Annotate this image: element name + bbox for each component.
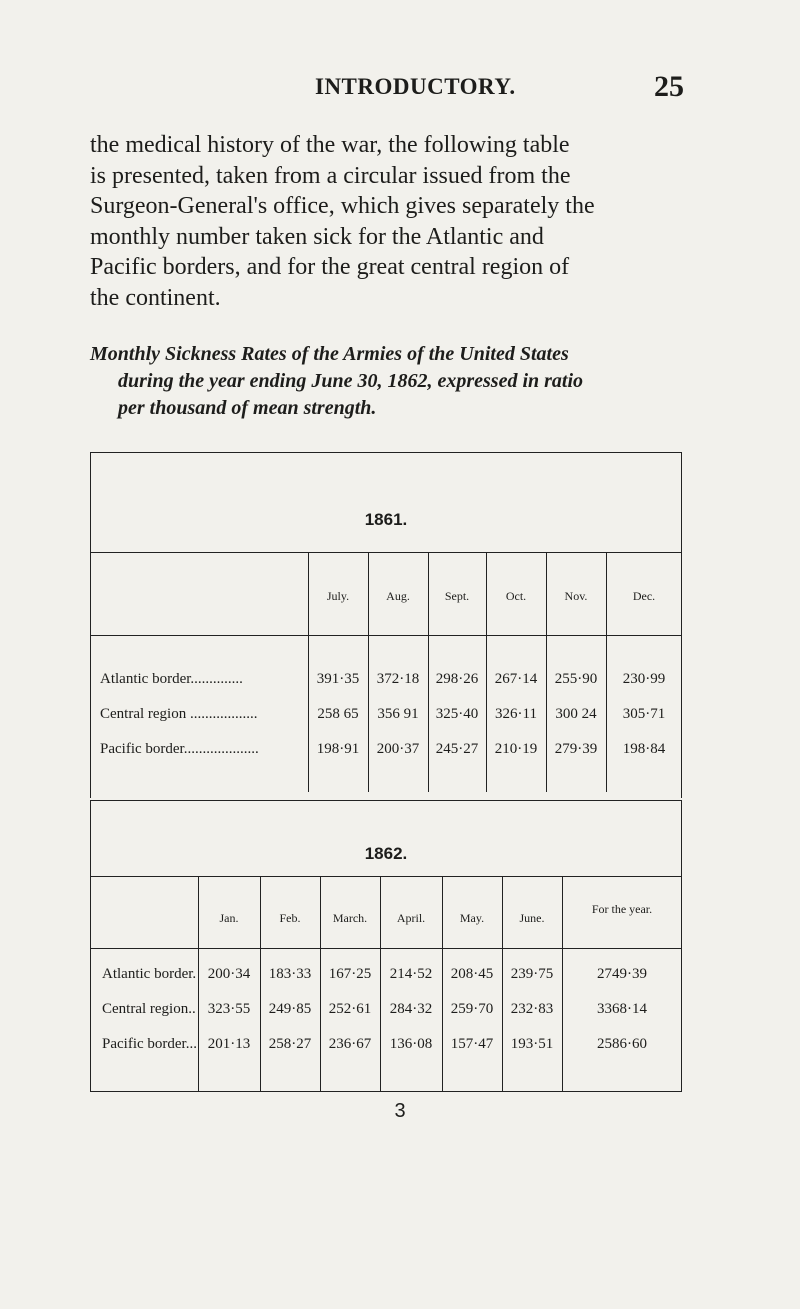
table-cell: 2749·39 [597,966,647,982]
table-cell: 245·27 [435,741,479,757]
table-cell: 284·32 [389,1001,433,1017]
table-cell: 183·33 [268,966,312,982]
table-cell: 259·70 [450,1001,494,1017]
table-cell: 249·85 [268,1001,312,1017]
column-header: Dec. [632,589,656,603]
table-cell: 298·26 [435,671,479,687]
running-head [90,70,684,104]
column-header: May. [459,911,485,925]
table-cell: 255·90 [554,671,598,687]
column-header: April. [396,911,426,925]
table-cell: 2586·60 [597,1036,647,1052]
table-cell: 3368·14 [597,1001,647,1017]
table-cell: 201·13 [207,1036,251,1052]
table-cell: 356 91 [377,706,419,722]
table-cell: 198·91 [316,741,360,757]
signature-mark: 3 [394,1100,406,1122]
table-cell: 193·51 [510,1036,554,1052]
row-label: Central region.. [102,1001,196,1017]
table-cell: 200·34 [207,966,251,982]
column-header: March. [332,911,368,925]
column-header: July. [326,589,350,603]
body-paragraph [90,130,684,313]
table-cell: 252·61 [328,1001,372,1017]
table-cell: 214·52 [389,966,433,982]
table-cell: 136·08 [389,1036,433,1052]
running-head-title: INTRODUCTORY. [315,74,516,99]
table-cell: 323·55 [207,1001,251,1017]
column-header: June. [519,911,545,925]
table-cell: 167·25 [328,966,372,982]
table-caption [90,341,690,422]
table-cell: 326·11 [495,706,537,722]
caption-line: per thousand of mean strength. [118,397,377,419]
column-header: Jan. [219,911,239,925]
caption-line: Monthly Sickness Rates of the Armies of the United States [90,343,569,365]
table-1862 [90,800,682,1092]
body-line: Pacific borders, and for the great central region of [90,254,570,280]
table-cell: 279·39 [554,741,598,757]
table-1861 [90,452,682,798]
page-number: 25 [654,70,684,103]
row-label: Atlantic border. [102,966,197,982]
row-label: Pacific border... [102,1036,197,1052]
table-cell: 198·84 [622,741,666,757]
row-label: Central region .................. [100,706,258,722]
table-cell: 372·18 [376,671,420,687]
column-header: Sept. [444,589,470,603]
column-header: Nov. [564,589,588,603]
year-heading: 1861. [364,510,408,529]
column-header: Aug. [386,589,410,603]
table-cell: 325·40 [435,706,479,722]
table-cell: 200·37 [376,741,420,757]
row-label: Pacific border.................... [100,741,259,757]
table-cell: 232·83 [510,1001,554,1017]
column-header: Oct. [505,589,527,603]
row-label: Atlantic border.............. [100,671,243,687]
table-cell: 236·67 [328,1036,372,1052]
table-cell: 157·47 [450,1036,494,1052]
year-heading: 1862. [364,844,408,863]
table-cell: 305·71 [622,706,666,722]
table-cell: 258 65 [317,706,359,722]
table-cell: 239·75 [510,966,554,982]
table-cell: 300 24 [555,706,597,722]
table-cell: 230·99 [622,671,666,687]
column-header: Feb. [279,911,301,925]
body-line: the continent. [90,284,221,311]
body-line: the medical history of the war, the following table [90,132,570,158]
table-cell: 258·27 [268,1036,312,1052]
table-cell: 208·45 [450,966,494,982]
table-cell: 267·14 [494,671,538,687]
body-line: Surgeon-General's office, which gives separately the [90,193,595,219]
body-line: is presented, taken from a circular issued from the [90,162,571,189]
table-cell: 210·19 [494,741,538,757]
caption-line: during the year ending June 30, 1862, expressed in ratio [118,370,584,392]
table-cell: 391·35 [316,671,360,687]
body-line: monthly number taken sick for the Atlantic and [90,223,544,250]
column-header: For the year. [591,902,653,916]
